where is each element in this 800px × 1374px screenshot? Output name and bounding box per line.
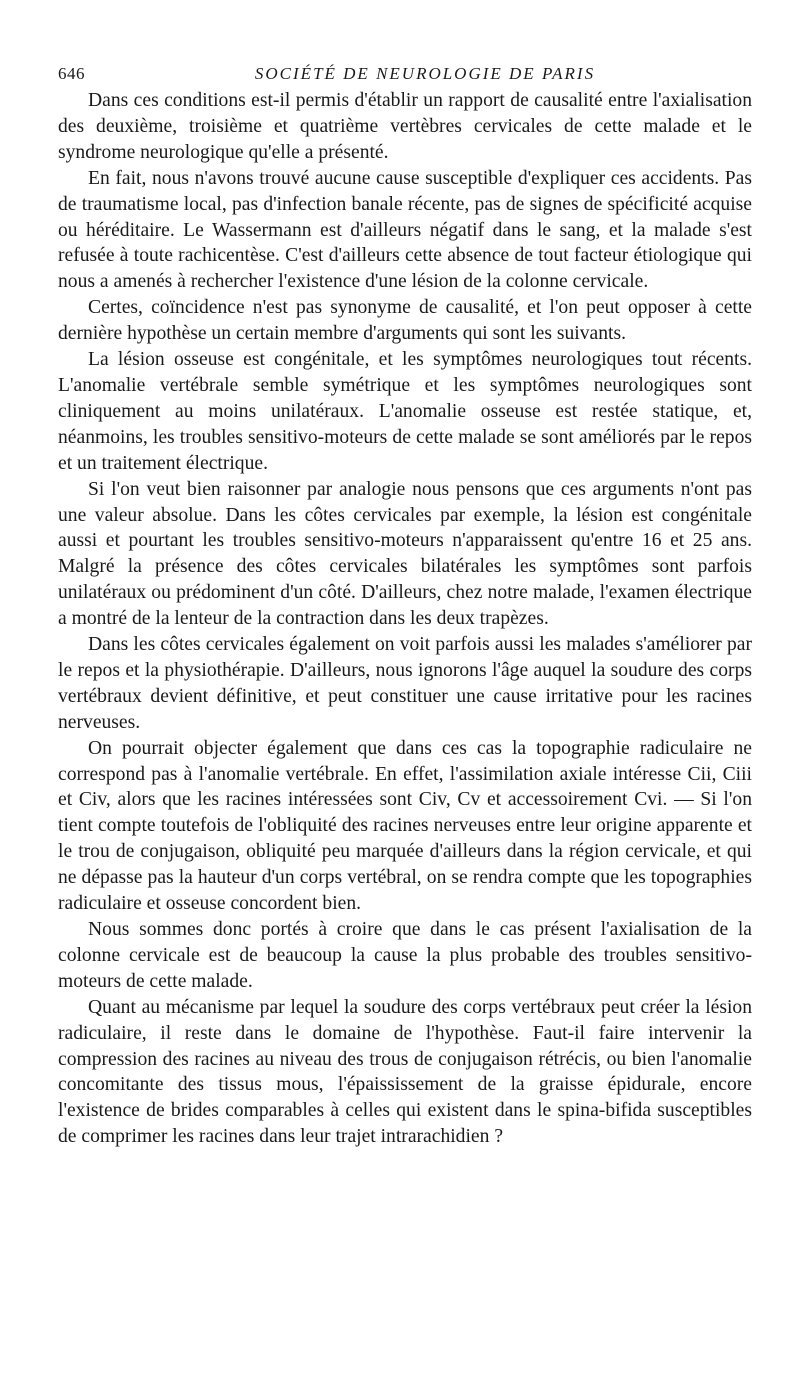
running-header <box>58 58 752 88</box>
paragraph: On pourrait objecter également que dans ces cas la topographie radiculaire ne correspond pas à l'anomalie vertébrale. En effet, l'assimilation axiale intéresse Cii, Ciii et Civ, alors que les racines intéressées sont Civ, Cv et accessoirement Cvi. — Si l'on tient compte toutefois de l'obliquité des racines nerveuses entre leur origine apparente et le trou de conjugaison, obliquité peu marquée d'ailleurs dans la région cervicale, et qui ne dépasse pas la hauteur d'un corps vertébral, on se rendra compte que les topographies radiculaire et osseuse concordent bien. <box>58 737 752 915</box>
paragraph: Nous sommes donc portés à croire que dans le cas présent l'axialisation de la colonne cervicale est de beaucoup la cause la plus probable des troubles sensitivo-moteurs de cette malade. <box>58 919 752 992</box>
paragraph: Dans ces conditions est-il permis d'établir un rapport de causalité entre l'axialisation des deuxième, troisième et quatrième vertèbres cervicales de cette malade et le syndrome neurologique qu'elle a présenté. <box>58 90 752 163</box>
paragraph: Certes, coïncidence n'est pas synonyme de causalité, et l'on peut opposer à cette dernière hypothèse un certain membre d'arguments qui sont les suivants. <box>58 297 752 345</box>
article-body <box>58 88 752 1150</box>
page-number: 646 <box>58 64 85 83</box>
paragraph: Quant au mécanisme par lequel la soudure des corps vertébraux peut créer la lésion radiculaire, il reste dans le domaine de l'hypothèse. Faut-il faire intervenir la compression des racines au niveau des trous de conjugaison rétrécis, ou bien l'anomalie concomitante des tissus mous, l'épaississement de la graisse épidurale, encore l'existence de brides comparables à celles qui existent dans le spina-bifida susceptibles de comprimer les racines dans leur trajet intrarachidien ? <box>58 996 752 1148</box>
paragraph: Dans les côtes cervicales également on voit parfois aussi les malades s'améliorer par le repos et la physiothérapie. D'ailleurs, nous ignorons l'âge auquel la soudure des corps vertébraux devient définitive, et peut constituer une cause irritative pour les racines nerveuses. <box>58 634 752 733</box>
paragraph: La lésion osseuse est congénitale, et les symptômes neurologiques tout récents. L'anomalie vertébrale semble symétrique et les symptômes neurologiques sont cliniquement au moins unilatéraux. L'anomalie osseuse est restée statique, et, néanmoins, les troubles sensitivo-moteurs de cette malade se sont améliorés par le repos et un traitement électrique. <box>58 349 752 474</box>
paragraph: En fait, nous n'avons trouvé aucune cause susceptible d'expliquer ces accidents. Pas de traumatisme local, pas d'infection banale récente, pas de signes de spécificité acquise ou héréditaire. Le Wassermann est d'ailleurs négatif dans le sang, et la malade s'est refusée à toute rachicentèse. C'est d'ailleurs cette absence de tout facteur étiologique qui nous a amenés à rechercher l'existence d'une lésion de la colonne cervicale. <box>58 167 752 293</box>
journal-title: SOCIÉTÉ DE NEUROLOGIE DE PARIS <box>254 64 596 83</box>
paragraph: Si l'on veut bien raisonner par analogie nous pensons que ces arguments n'ont pas une valeur absolue. Dans les côtes cervicales par exemple, la lésion est congénitale aussi et pourtant les troubles sensitivo-moteurs n'apparaissent qu'entre 16 et 25 ans. Malgré la présence des côtes cervicales bilatérales les symptômes sont parfois unilatéraux ou prédominent d'un côté. D'ailleurs, chez notre malade, l'examen électrique a montré de la lenteur de la contraction dans les deux trapèzes. <box>58 478 752 630</box>
